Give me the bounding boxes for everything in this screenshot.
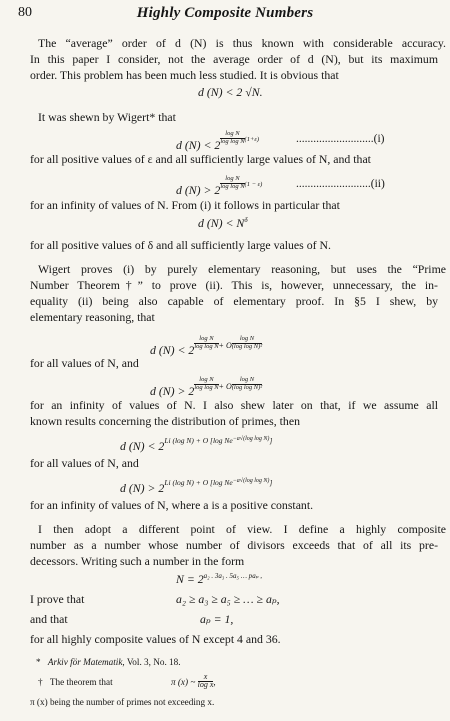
text-line: equality (ii) being also capable of elementary proof. In §5 I shew, by [30,294,438,308]
text-line: number as a number whose number of divisors exceeds that of all its pre- [30,538,438,552]
footnote-3: π (x) being the number of primes not exceeding x. [30,697,215,707]
equation-tag-i: ...........................(i) [296,133,385,145]
text-line: decessors. Writing such a number in the form [30,554,245,568]
equation-lower-prime: d $(N) > 2^{Li (log N) + O [log Ne-a√(log log N)]}$ [120,478,273,495]
text-line: I then adopt a different point of view. I define a highly composite [38,522,446,536]
equation-upper-prime: d $(N) < 2^{Li (log N) + O [log Ne-a√(log log N)]}$ [120,436,273,453]
running-title: Highly Composite Numbers [136,5,314,21]
text-line: for an infinity of values of N, where a is a positive constant. [30,498,314,512]
text-line: Number Theorem†” to prove (ii). This is, however, unnecessary, the in- [30,278,438,292]
text-line: In this paper I consider, not the average order of d (N), but its maximum [30,52,438,66]
footnote-2: † The theorem that π (x) ~ $\frac{x}{\text{log x}}$ , [38,672,216,689]
equation-power-bound: d $(N) < N^\delta$ [198,216,248,230]
equation-lower-elementary: d (N) > 2 $\frac{\text{log N}}{\text{log log N}}$ $^{+ O}$ $\frac{\text{log N}}{\text{(log log N)²}}$ [150,376,263,398]
equation-i: d (N) < 2 $\frac{\text{log N}}{\text{log log N}}$ $^{(1+\varepsilon)}$ [176,130,260,152]
footnote-1: * Arkiv för Matematik, Vol. 3, No. 18. [36,657,181,667]
text-line: for an infinity of values of N. I also shew later on that, if we assume all [30,398,438,412]
text-line: Wigert proves (i) by purely elementary reasoning, but uses the “Prime [38,262,446,276]
text-line: for all positive values of ε and all sufficiently large values of N, and that [30,152,371,166]
text-line: order. This problem has been much less studied. It is obvious that [30,68,339,82]
text-line: The “average” order of d (N) is thus known with considerable accuracy. [38,36,446,50]
equation-exponent-order: a₂ ≥ a₃ ≥ a₅ ≥ … ≥ aₚ, [176,592,280,606]
equation-trivial-bound: d (N) < 2 √N. [198,85,263,99]
text-line: known results concerning the distribution of primes, then [30,414,300,428]
text-line: for all positive values of δ and all sufficiently large values of N. [30,238,331,252]
equation-tag-ii: ..........................(ii) [296,178,385,190]
text-line: It was shewn by Wigert* that [38,110,176,124]
text-line: for all values of N, and [30,356,139,370]
text-line: for all highly composite values of N except 4 and 36. [30,632,281,646]
running-header [14,5,436,23]
equation-canonical-form: $N = 2^{a_2 . 3a_3 . 5a_5 \dots pa_p ,}$ [176,572,262,586]
equation-ii: d (N) > 2 $\frac{\text{log N}}{\text{log log N}}$ $^{(1 - \varepsilon)}$ [176,175,263,197]
equation-last-exponent: aₚ = 1, [200,612,234,626]
text-line: for all values of N, and [30,456,139,470]
page-number: 80 [18,5,32,20]
text-line: I prove that [30,592,85,606]
text-line: and that [30,612,68,626]
text-line: elementary reasoning, that [30,310,155,324]
exponent-fraction: $\frac{\text{log N}}{\text{log log N}}$ [220,130,245,145]
equation-upper-elementary: d (N) < 2 $\frac{\text{log N}}{\text{log log N}}$ $^{+ O}$ $\frac{\text{log N}}{\text{(log log N)²}}$ [150,335,263,357]
text-line: for an infinity of values of N. From (i) it follows in particular that [30,198,340,212]
exponent-fraction: $\frac{\text{log N}}{\text{log log N}}$ [220,175,245,190]
